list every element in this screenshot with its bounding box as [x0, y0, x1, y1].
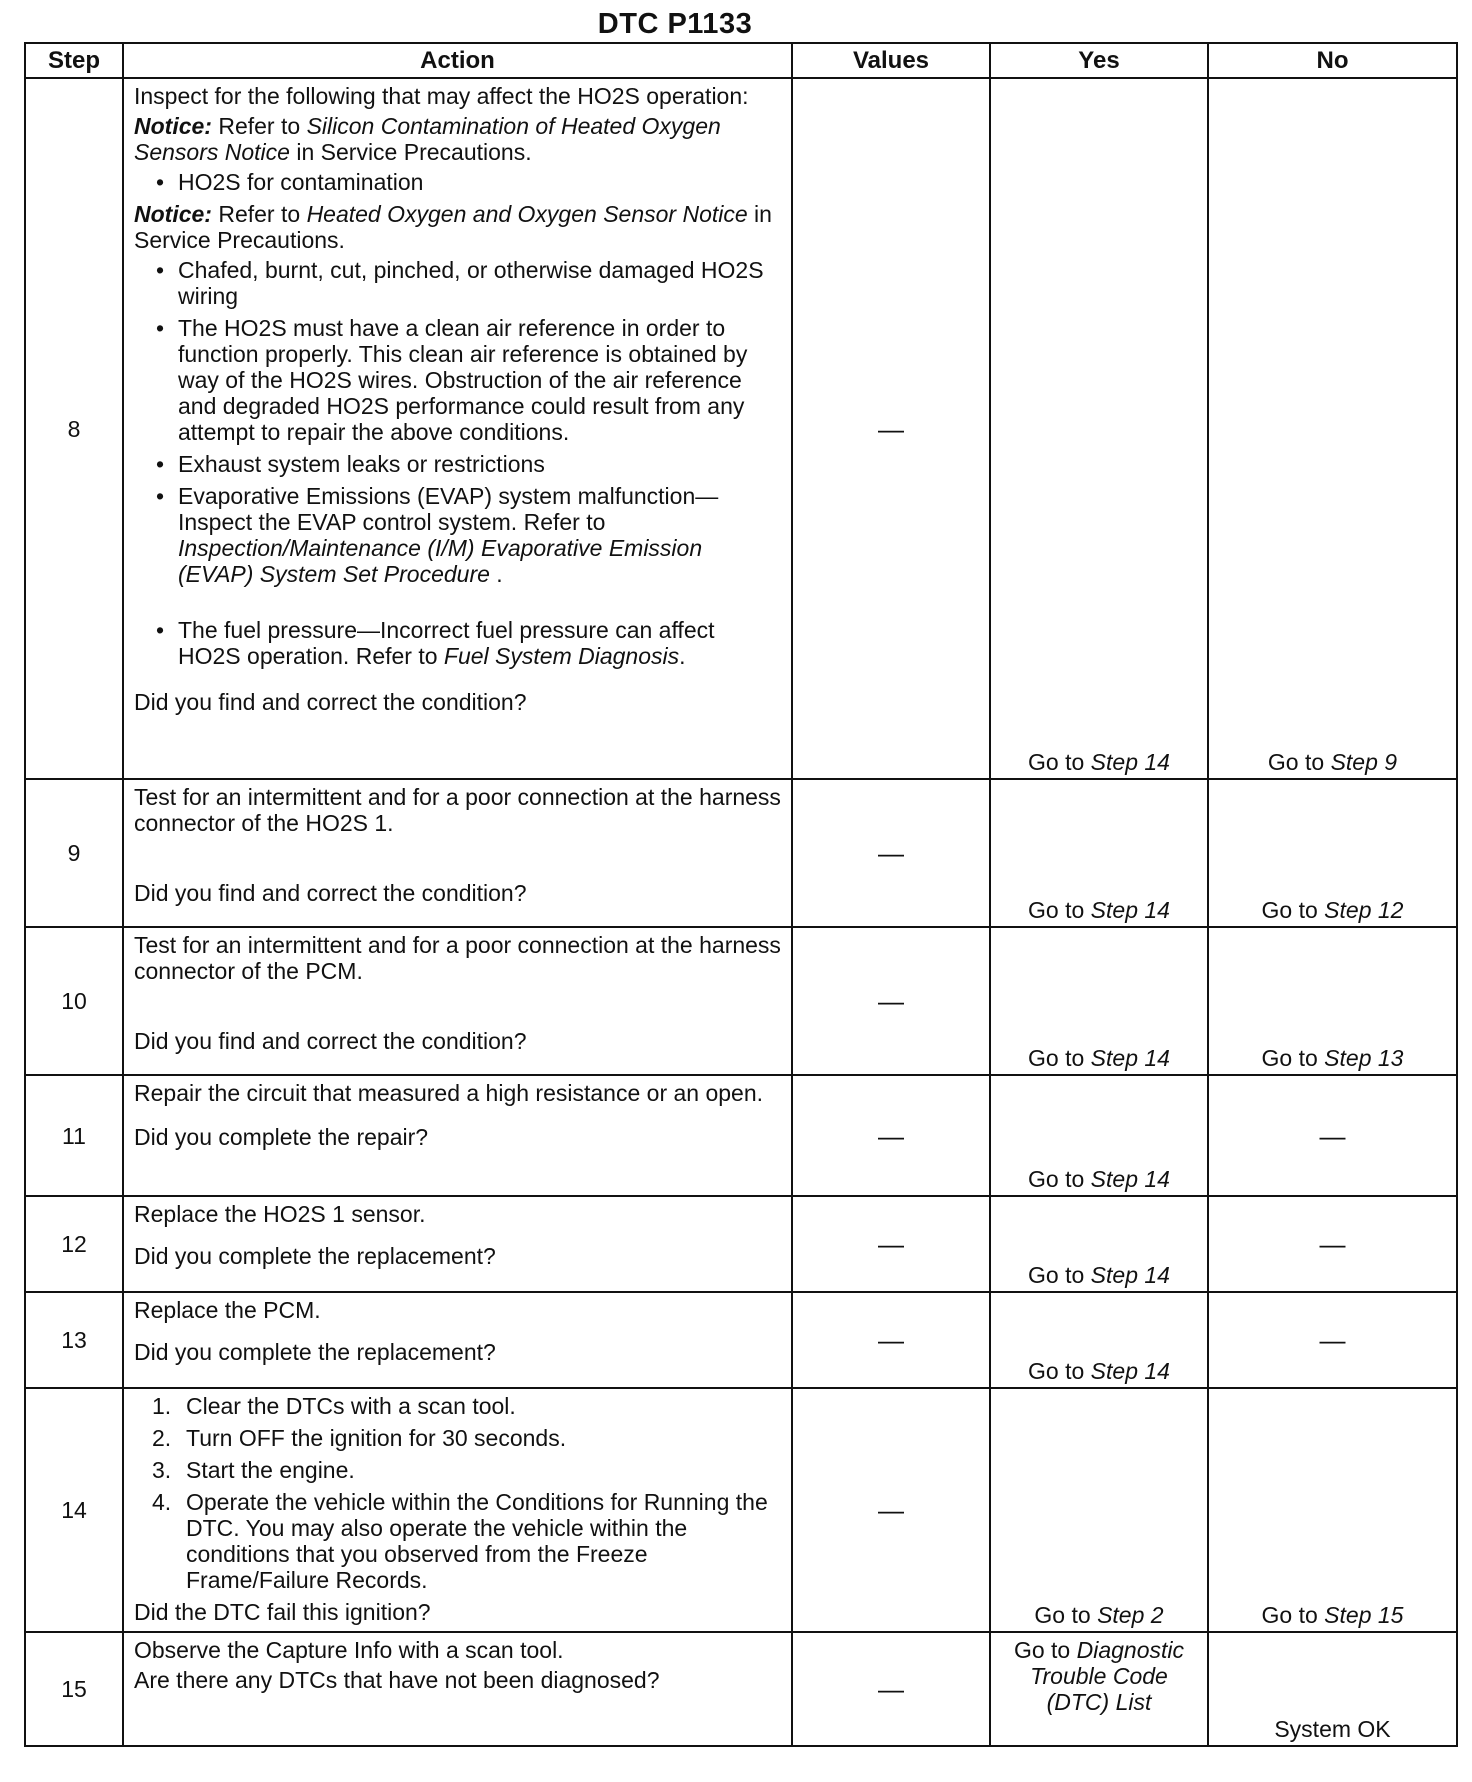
notice-text: Refer to — [211, 201, 307, 227]
values-cell: — — [792, 1196, 990, 1292]
yes-cell[interactable] — [990, 927, 1208, 1075]
step-number: 13 — [25, 1292, 123, 1388]
step-link[interactable]: Step 2 — [1097, 1602, 1164, 1628]
procedure-reference-link: Fuel System Diagnosis — [443, 643, 680, 669]
question-text: Did the DTC fail this ignition? — [134, 1599, 431, 1625]
header-yes: Yes — [990, 43, 1208, 78]
yes-cell[interactable] — [990, 1632, 1208, 1746]
step-number: 11 — [25, 1075, 123, 1196]
notice-reference-link: Silicon Contamination of Heated Oxygen Sensors Notice — [134, 113, 721, 165]
notice-text: in Service Precautions. — [134, 201, 772, 253]
step-number: 12 — [25, 1196, 123, 1292]
question-text: Did you find and correct the condition? — [134, 689, 527, 715]
list-item: • Exhaust system leaks or restrictions — [178, 451, 783, 477]
step-number: 15 — [25, 1632, 123, 1746]
goto-prefix: Go to — [1267, 749, 1331, 775]
notice-reference-link: Heated Oxygen and Oxygen Sensor Notice — [306, 201, 748, 227]
action-cell — [123, 1075, 792, 1196]
no-cell[interactable] — [1208, 78, 1457, 779]
values-cell: — — [792, 779, 990, 927]
table-row-step-15 — [25, 1632, 1457, 1746]
values-cell: — — [792, 78, 990, 779]
no-cell[interactable] — [1208, 927, 1457, 1075]
list-item — [152, 1489, 783, 1593]
yes-cell[interactable] — [990, 1292, 1208, 1388]
list-number: 1. — [152, 1393, 172, 1419]
step-link[interactable]: Step 14 — [1090, 897, 1170, 923]
step-link[interactable]: Step 13 — [1324, 1045, 1404, 1071]
notice-paragraph — [134, 201, 783, 253]
action-text: Replace the PCM. — [134, 1297, 321, 1323]
action-text: Inspect for the following that may affect the HO2S operation: — [134, 83, 749, 109]
list-number: 2. — [152, 1425, 172, 1451]
header-action: Action — [123, 43, 792, 78]
list-item — [178, 617, 783, 669]
step-number: 9 — [25, 779, 123, 927]
goto-prefix: Go to — [1028, 1166, 1091, 1192]
question-text: Did you find and correct the condition? — [134, 1028, 527, 1054]
table-row-step-12 — [25, 1196, 1457, 1292]
no-cell: — — [1208, 1196, 1457, 1292]
bullet-list — [134, 257, 783, 669]
header-step: Step — [25, 43, 123, 78]
list-item: • The HO2S must have a clean air reference in order to function properly. This clean air reference is obtained by way of the HO2S wires. Obstruction of the air reference and degraded HO2S performance could result from any attempt to repair the above conditions. — [178, 315, 783, 445]
question-text: Did you complete the replacement? — [134, 1243, 496, 1269]
list-item-text: Clear the DTCs with a scan tool. — [186, 1393, 516, 1419]
header-no: No — [1208, 43, 1457, 78]
goto-prefix: Go to — [1028, 1262, 1091, 1288]
goto-prefix: Go to — [1028, 749, 1091, 775]
notice-paragraph — [134, 113, 783, 165]
numbered-list — [134, 1393, 783, 1593]
action-text: Test for an intermittent and for a poor connection at the harness connector of the HO2S 1. — [134, 784, 781, 836]
values-cell: — — [792, 927, 990, 1075]
action-cell — [123, 1632, 792, 1746]
procedure-reference-link: Inspection/Maintenance (I/M) Evaporative Emission (EVAP) System Set Procedure — [178, 535, 703, 587]
step-link[interactable]: Step 14 — [1090, 1262, 1170, 1288]
notice-text: Refer to — [211, 113, 307, 139]
table-row-step-9 — [25, 779, 1457, 927]
no-cell[interactable] — [1208, 1388, 1457, 1632]
values-cell: — — [792, 1388, 990, 1632]
bullet-list — [134, 169, 783, 195]
goto-prefix: Go to — [1013, 1637, 1077, 1663]
list-item-text: . — [489, 561, 503, 587]
action-cell — [123, 779, 792, 927]
action-cell — [123, 1292, 792, 1388]
goto-prefix: Go to — [1261, 1045, 1325, 1071]
list-item — [178, 483, 783, 587]
step-number: 10 — [25, 927, 123, 1075]
yes-cell[interactable] — [990, 1388, 1208, 1632]
dtc-list-link[interactable]: Diagnostic Trouble Code (DTC) List — [1030, 1637, 1185, 1715]
question-text: Are there any DTCs that have not been diagnosed? — [134, 1667, 660, 1693]
step-number: 14 — [25, 1388, 123, 1632]
header-values: Values — [792, 43, 990, 78]
list-item: • HO2S for contamination — [178, 169, 783, 195]
list-item — [152, 1425, 783, 1451]
list-item-text: Start the engine. — [186, 1457, 355, 1483]
list-number: 4. — [152, 1489, 172, 1515]
no-cell[interactable] — [1208, 779, 1457, 927]
list-item-text: Operate the vehicle within the Conditions for Running the DTC. You may also operate the vehicle within the conditions that you observed from the Freeze Frame/Failure Records. — [186, 1489, 768, 1593]
list-item-text: . — [679, 643, 686, 669]
yes-cell[interactable] — [990, 1075, 1208, 1196]
values-cell: — — [792, 1075, 990, 1196]
list-item — [152, 1457, 783, 1483]
action-text: Replace the HO2S 1 sensor. — [134, 1201, 426, 1227]
goto-prefix: Go to — [1028, 1358, 1091, 1384]
table-row-step-10 — [25, 927, 1457, 1075]
list-item: • Chafed, burnt, cut, pinched, or otherwise damaged HO2S wiring — [178, 257, 783, 309]
action-cell — [123, 927, 792, 1075]
notice-label: Notice: — [134, 201, 212, 227]
question-text: Did you complete the repair? — [134, 1124, 429, 1150]
step-link[interactable]: Step 14 — [1090, 1166, 1170, 1192]
table-row-step-8 — [25, 78, 1457, 779]
action-text: Repair the circuit that measured a high resistance or an open. — [134, 1080, 764, 1106]
values-cell: — — [792, 1632, 990, 1746]
table-row-step-11 — [25, 1075, 1457, 1196]
goto-prefix: Go to — [1028, 897, 1091, 923]
action-text: Observe the Capture Info with a scan tool. — [134, 1637, 564, 1663]
table-row-step-13 — [25, 1292, 1457, 1388]
step-link[interactable]: Step 14 — [1090, 1045, 1170, 1071]
values-cell: — — [792, 1292, 990, 1388]
diagnostic-table — [24, 42, 1458, 1747]
goto-prefix: Go to — [1261, 897, 1325, 923]
action-text: Test for an intermittent and for a poor connection at the harness connector of the PCM. — [134, 932, 781, 984]
question-text: Did you complete the replacement? — [134, 1339, 496, 1365]
list-number: 3. — [152, 1457, 172, 1483]
yes-cell[interactable] — [990, 1196, 1208, 1292]
step-link[interactable]: Step 15 — [1324, 1602, 1404, 1628]
yes-cell[interactable] — [990, 779, 1208, 927]
action-cell — [123, 1388, 792, 1632]
no-cell: — — [1208, 1075, 1457, 1196]
step-link[interactable]: Step 14 — [1090, 1358, 1170, 1384]
step-link[interactable]: Step 9 — [1330, 749, 1398, 775]
goto-prefix: Go to — [1261, 1602, 1325, 1628]
table-header-row — [25, 43, 1457, 78]
no-cell: System OK — [1208, 1632, 1457, 1746]
step-link[interactable]: Step 14 — [1090, 749, 1170, 775]
action-cell — [123, 1196, 792, 1292]
step-number: 8 — [25, 78, 123, 779]
list-item — [152, 1393, 783, 1419]
goto-prefix: Go to — [1034, 1602, 1098, 1628]
list-item-text: Turn OFF the ignition for 30 seconds. — [186, 1425, 567, 1451]
question-text: Did you find and correct the condition? — [134, 880, 527, 906]
goto-prefix: Go to — [1028, 1045, 1091, 1071]
list-item-text: The fuel pressure—Incorrect fuel pressure can affect HO2S operation. Refer to — [178, 617, 715, 669]
list-item-text: Evaporative Emissions (EVAP) system malfunction—Inspect the EVAP control system. Refer to — [178, 483, 719, 535]
table-row-step-14 — [25, 1388, 1457, 1632]
page-title: DTC P1133 — [597, 8, 753, 40]
yes-cell[interactable] — [990, 78, 1208, 779]
notice-text: in Service Precautions. — [289, 139, 532, 165]
action-cell — [123, 78, 792, 779]
notice-label: Notice: — [134, 113, 212, 139]
no-cell: — — [1208, 1292, 1457, 1388]
step-link[interactable]: Step 12 — [1324, 897, 1404, 923]
